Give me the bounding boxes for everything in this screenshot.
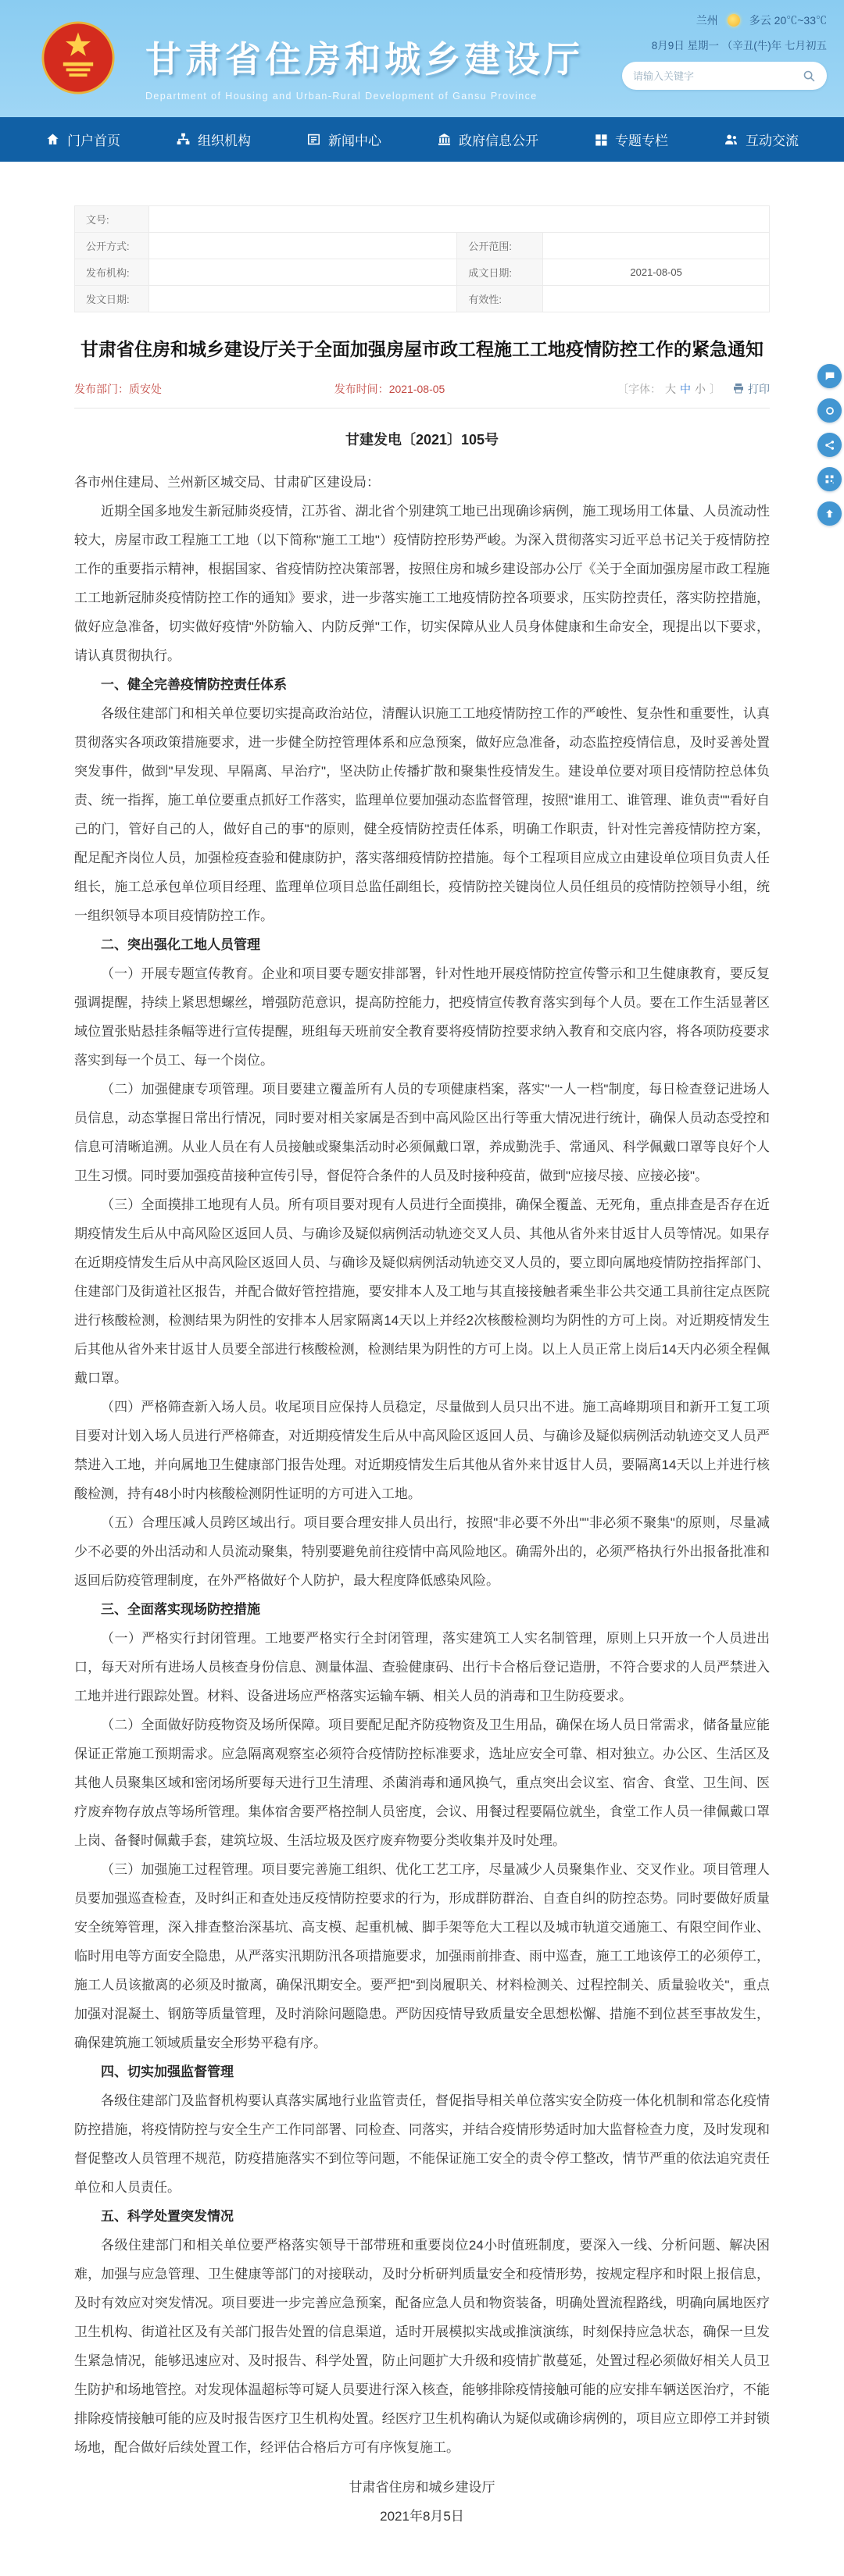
nav-item-label: 政府信息公开 [459,134,538,148]
font-size-suffix: 〕 [710,383,721,395]
font-size-large-button[interactable]: 大 [665,383,676,395]
written-date-value: 2021-08-05 [543,259,770,286]
nav-item-home[interactable] [45,130,120,149]
site-header [0,0,844,117]
article-title: 甘肃省住房和城乡建设厅关于全面加强房屋市政工程施工工地疫情防控工作的紧急通知 [80,339,764,359]
publish-time-label: 发布时间： [334,383,389,395]
signature-org: 甘肃省住房和城乡建设厅 [349,2480,495,2495]
share-nodes-icon[interactable] [817,433,842,457]
paragraph: （五）合理压减人员跨区域出行。项目要合理安排人员出行，按照"非必要不外出""非必须不聚集"的原则，尽量减少不必要的外出活动和人员流动聚集，特别要避免前往疫情中高风险地区。确需外出的，必须严格执行外出报备批准和返回后防疫管理制度，在外严格做好个人防护，最大程度降低感染风险。 [74,1515,770,1588]
publish-department-value: 质安处 [129,383,162,395]
table-row [75,206,770,233]
paragraph: （四）严格筛查新入场人员。收尾项目应保持人员稳定，尽量做到人员只出不进。施工高峰期项目和新开工复工项目要对计划入场人员进行严格筛查，对近期疫情发生后从中高风险区返回人员、与确诊及疑似病例活动轨迹交叉人员严禁进入工地，并向属地卫生健康部门报告处理。对近期疫情发生后其他从省外来甘返甘人员，要隔离14天以上并进行核酸检测，持有48小时内核酸检测阴性证明的方可进入工地。 [74,1400,770,1501]
paragraph: 近期全国多地发生新冠肺炎疫情，江苏省、湖北省个别建筑工地已出现确诊病例，施工现场用工体量、人员流动性较大，房屋市政工程施工工地（以下简称"施工工地"）疫情防控形势严峻。为深入贯彻落实习近平总书记关于疫情防控工作的重要指示精神，根据国家、省疫情防控决策部署，按照住房和城乡建设部办公厅《关于全面加强房屋市政工程施工工地新冠肺炎疫情防控工作的通知》要求，进一步落实施工工地疫情防控各项要求，压实防控责任，落实防控措施，做好应急准备，切实做好疫情"外防输入、内防反弹"工作，切实保障从业人员身体健康和生命安全，现提出以下要求，请认真贯彻执行。 [74,504,770,663]
government-building-icon [437,132,452,147]
salutation: 各市州住建局、兰州新区城交局、甘肃矿区建设局： [74,475,380,490]
paragraph: （二）加强健康专项管理。项目要建立覆盖所有人员的专项健康档案，落实"一人一档"制度，每日检查登记进场人员信息，动态掌握日常出行情况，同时要对相关家属是否到中高风险区出行等重大情况进行统计，确保人员动态受控和信息可清晰追溯。从业人员在有人员接触或聚集活动时必须佩戴口罩，养成勤洗手、常通风、科学佩戴口罩等良好个人卫生习惯。同时要加强疫苗接种宣传引导，督促符合条件的人员及时接种疫苗，做到"应接尽接、应接必接"。 [74,1082,770,1183]
paragraph: 二、突出强化工地人员管理 [101,937,260,952]
paragraph: 一、健全完善疫情防控责任体系 [101,677,287,692]
nav-item-interaction[interactable] [724,130,799,149]
font-size-small-button[interactable]: 小 [695,383,706,395]
qr-code-icon[interactable] [817,467,842,491]
national-emblem-logo [41,20,116,95]
table-row [75,259,770,286]
paragraph: 各级住建部门和相关单位要切实提高政治站位，清醒认识施工工地疫情防控工作的严峻性、复杂性和重要性，认真贯彻落实各项政策措施要求，进一步健全防控管理体系和应急预案，做好应急准备，动态监控疫情信息，及时妥善处置突发事件，做到"早发现、早隔离、早治疗"，坚决防止传播扩散和聚集性疫情发生。建设单位要对项目疫情防控总体负责、统一指挥，施工单位要重点抓好工作落实，监理单位要加强动态监督管理，按照"谁用工、谁管理、谁负责""看好自己的门，管好自己的人，做好自己的事"的原则，健全疫情防控责任体系，明确工作职责，针对性完善疫情防控方案，配足配齐岗位人员，加强检疫查验和健康防护，落实落细疫情防控措施。每个工程项目应成立由建设单位项目负责人任组长，施工总承包单位项目经理、监理单位项目总监任副组长，疫情防控关键岗位人员任组员的疫情防控领导小组，统一组织领导本项目疫情防控工作。 [74,706,770,923]
font-size-controls [617,381,770,397]
grid-icon [594,133,608,147]
nav-item-organization[interactable] [176,130,251,149]
paragraph: （一）严格实行封闭管理。工地要严格实行全封闭管理，落实建筑工人实名制管理，原则上只开放一个人员进出口，每天对所有进场人员核查身份信息、测量体温、查验健康码、出行卡合格后登记造册，不符合要求的人员严禁进入工地并进行跟踪处置。材料、设备进场应严格落实运输车辆、相关人员的消毒和卫生防疫要求。 [74,1631,770,1704]
open-scope-value [543,233,770,259]
nav-item-news[interactable] [306,130,381,149]
paragraph: （三）全面摸排工地现有人员。所有项目要对现有人员进行全面摸排，确保全覆盖、无死角，重点排查是否存在近期疫情发生后从中高风险区返回人员、与确诊及疑似病例活动轨迹交叉人员、其他从省外来甘返甘人员等情况。如果存在近期疫情发生后从中高风险区返回人员、与确诊及疑似病例活动轨迹交叉人员的，要立即向属地疫情防控指挥部门、住建部门及街道社区报告，并配合做好管控措施，要安排本人及工地与其直接接触者乘坐非公共交通工具前往定点医院进行核酸检测，检测结果为阴性的安排本人居家隔离14天以上并经2次核酸检测均为阴性的方可上岗。对近期疫情发生后其他从省外来甘返甘人员要全部进行核酸检测，检测结果为阴性的方可上岗。以上人员正常上岗后14天内必须全程佩戴口罩。 [74,1197,770,1386]
publish-org-label: 发布机构: [75,259,149,286]
nav-item-label: 互动交流 [746,134,799,148]
paragraph: 三、全面落实现场防控措施 [101,1602,260,1617]
paragraph: 五、科学处置突发情况 [101,2209,234,2224]
written-date-label: 成文日期: [457,259,543,286]
share-toolbar [817,364,842,526]
issue-date-label: 发文日期: [75,286,149,312]
city-label: 兰州 [696,14,718,27]
back-to-top-icon[interactable] [817,501,842,526]
paragraph: 各级住建部门和相关单位要严格落实领导干部带班和重要岗位24小时值班制度，要深入一线、分析问题、解决困难，加强与应急管理、卫生健康等部门的对接联动，及时分析研判质量安全和疫情形势，按规定程序和时限上报信息，及时有效应对突发情况。项目要进一步完善应急预案，配备应急人员和物资装备，明确处置流程路线，明确向属地医疗卫生机构、街道社区及有关部门报告处置的信息渠道，适时开展模拟实战或推演演练，时刻保持应急状态，确保一旦发生紧急情况，能够迅速应对、及时报告、科学处置，防止问题扩大升级和疫情扩散蔓延，处置过程必须做好相关人员卫生防护和场地管控。对发现体温超标等可疑人员要进行深入核查，能够排除疫情接触可能的应安排车辆送医治疗，不能排除疫情接触可能的应及时报告医疗卫生机构处置。经医疗卫生机构确认为疑似或确诊病例的，项目应立即停工并封锁场地，配合做好后续处置工作，经评估合格后方可有序恢复施工。 [74,2238,770,2455]
circle-icon[interactable] [817,398,842,423]
home-icon [45,132,60,147]
people-icon [724,132,738,147]
paragraph: 各级住建部门及监督机构要认真落实属地行业监管责任，督促指导相关单位落实安全防疫一体化机制和常态化疫情防控措施，将疫情防控与安全生产工作同部署、同检查、同落实，并结合疫情形势适时加大监督检查力度，及时发现和督促整改人员管理不规范，防疫措施落实不到位等问题，不能保证施工安全的责令停工整改，情节严重的依法追究责任单位和人员责任。 [74,2093,770,2195]
nav-item-special-topics[interactable] [594,130,668,149]
nav-item-gov-info[interactable] [437,130,538,149]
font-size-medium-button[interactable]: 中 [680,383,691,395]
nav-item-label: 组织机构 [198,134,251,148]
nav-item-label: 专题专栏 [615,134,668,148]
font-size-prefix: 〔字体： [617,383,661,395]
table-row [75,286,770,312]
paragraph: （一）开展专题宣传教育。企业和项目要专题安排部署，针对性地开展疫情防控宣传警示和卫生健康教育，要反复强调提醒，持续上紧思想螺丝，增强防范意识，提高防控能力，把疫情宣传教育落实到每个人员。要在工作生活显著区域位置张贴悬挂条幅等进行宣传提醒，班组每天班前安全教育要将疫情防控要求纳入教育和交底内容，将各项防疫要求落实到每一个员工、每一个岗位。 [74,966,770,1068]
site-branding [145,31,584,102]
newspaper-icon [306,132,321,147]
weather-bar [592,12,827,28]
validity-label: 有效性: [457,286,543,312]
print-button-label: 打印 [748,383,770,395]
search-box[interactable] [622,62,827,90]
header-utility-area [592,12,827,90]
issue-date-value [148,286,457,312]
open-scope-label: 公开范围: [457,233,543,259]
article-meta-bar [74,381,770,409]
org-chart-icon [176,132,191,147]
article-body [74,497,770,2462]
table-row [75,233,770,259]
publish-department [74,381,162,397]
main-nav [0,117,844,162]
date-text: 8月9日 星期一 （辛丑(牛)年 七月初五 [651,40,827,52]
nav-item-label: 门户首页 [67,134,120,148]
site-title: 甘肃省住房和城乡建设厅 [145,39,584,80]
article-page [74,162,770,2576]
chat-bubble-icon[interactable] [817,364,842,388]
paragraph: （二）全面做好防疫物资及场所保障。项目要配足配齐防疫物资及卫生用品，确保在场人员日常需求，储备量应能保证正常施工预期需求。应急隔离观察室必须符合疫情防控标准要求，选址应安全可靠、相对独立。办公区、生活区及其他人员聚集区域和密闭场所要每天进行卫生清理、杀菌消毒和通风换气，重点突出会议室、宿舍、食堂、卫生间、医疗废弃物存放点等场所管理。集体宿舍要严格控制人员密度，会议、用餐过程要隔位就坐，食堂工作人员一律佩戴口罩上岗、备餐时佩戴手套，建筑垃圾、生活垃圾及医疗废弃物要分类收集并及时处理。 [74,1718,770,1848]
open-type-value [148,233,457,259]
weather-text: 多云 20℃~33℃ [749,14,827,27]
publish-time [162,381,617,397]
print-button[interactable] [732,381,770,397]
document-info-table [74,205,770,312]
publish-time-value: 2021-08-05 [388,383,445,395]
nav-item-label: 新闻中心 [328,134,381,148]
publish-department-label: 发布部门： [74,383,129,395]
search-input[interactable] [633,70,803,82]
doc-number-value [148,206,769,233]
weather-sun-icon [728,14,740,27]
site-title-english: Department of Housing and Urban-Rural Development of Gansu Province [145,91,538,102]
validity-value [543,286,770,312]
open-type-label: 公开方式: [75,233,149,259]
paragraph: 四、切实加强监督管理 [101,2064,234,2079]
search-icon[interactable] [803,70,816,83]
signature-date: 2021年8月5日 [380,2509,464,2524]
publish-org-value [148,259,457,286]
printer-icon [732,382,745,397]
doc-number-label: 文号: [75,206,149,233]
document-number: 甘建发电〔2021〕105号 [345,432,499,448]
paragraph: （三）加强施工过程管理。项目要完善施工组织、优化工艺工序，尽量减少人员聚集作业、交叉作业。项目管理人员要加强巡查检查，及时纠正和查处违反疫情防控要求的行为，形成群防群治、自查自纠的防控态势。同时要做好质量安全统筹管理，深入排查整治深基坑、高支模、起重机械、脚手架等危大工程以及城市轨道交通施工、有限空间作业、临时用电等方面安全隐患，从严落实汛期防汛各项措施要求，加强雨前排查、雨中巡查，施工工地该停工的必须停工，施工人员该撤离的必须及时撤离，确保汛期安全。要严把"到岗履职关、材料检测关、过程控制关、质量验收关"，重点加强对混凝土、钢筋等质量管理，及时消除问题隐患。严防因疫情导致质量安全思想松懈、措施不到位甚至事故发生，确保建筑施工领域质量安全形势平稳有序。 [74,1862,770,2050]
